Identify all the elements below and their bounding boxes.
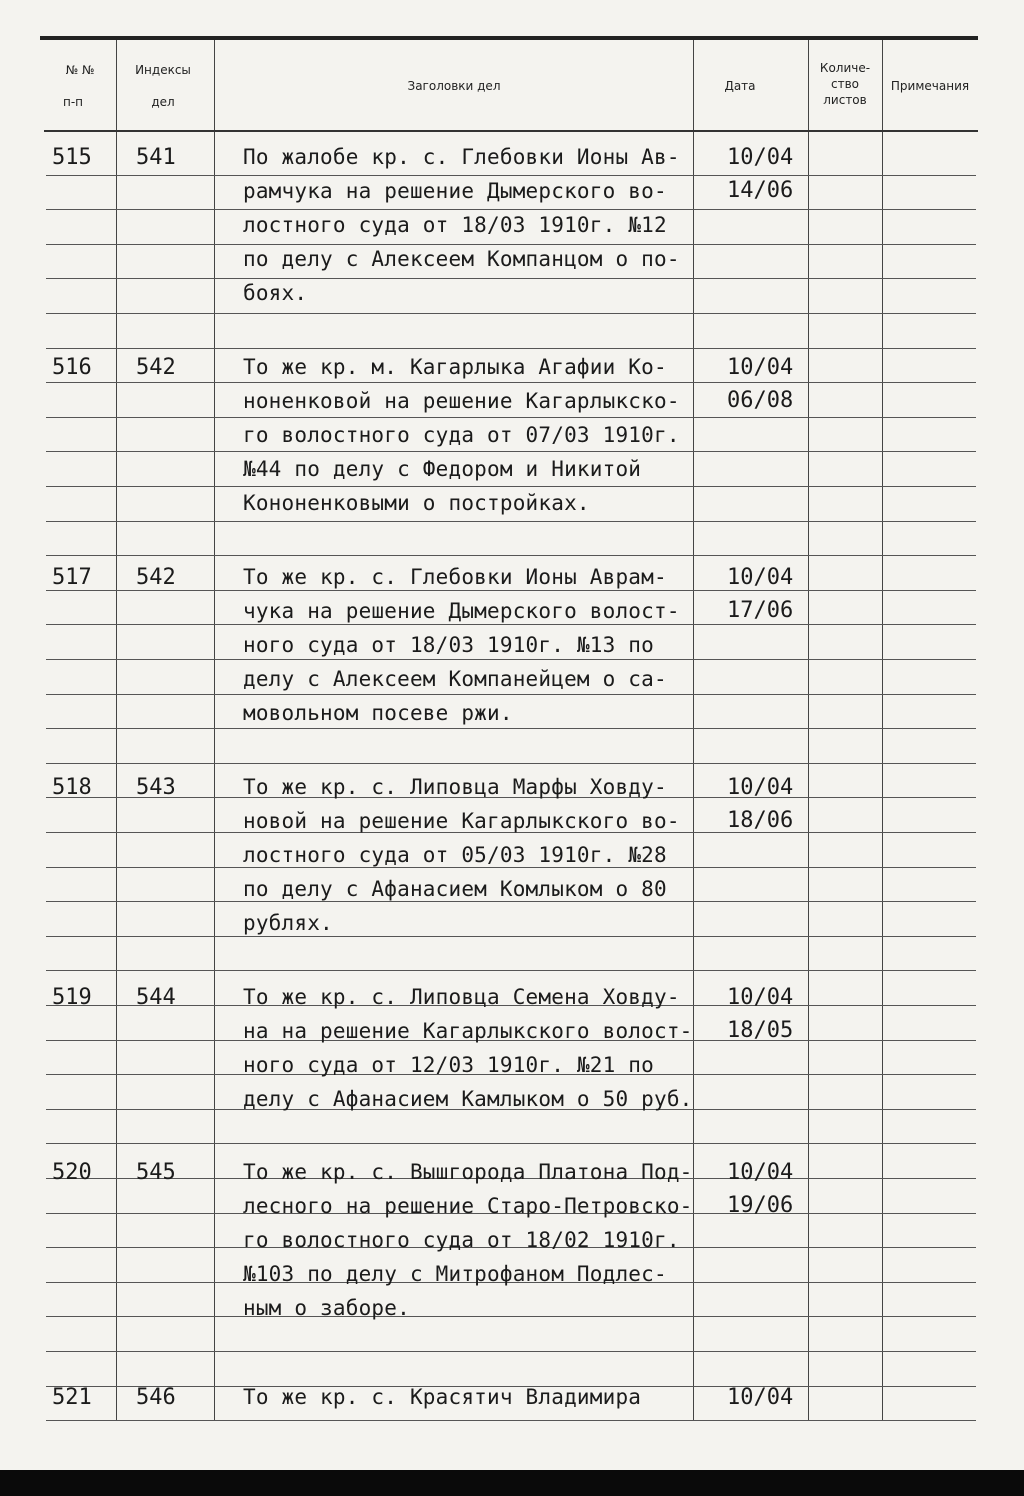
entry-title-line: лостного суда от 18/03 1910г. №12 [243,213,667,237]
entry-index: 544 [136,985,176,1010]
entry-date: 18/05 [727,1018,794,1043]
ruled-line [46,728,976,729]
ruled-line [46,175,976,176]
entry-title-line: №103 по делу с Митрофаном Подлес- [243,1262,667,1286]
entry-index: 542 [136,355,176,380]
ruled-line [46,348,976,349]
entry-title-line: То же кр. с. Красятич Владимира [243,1385,642,1409]
entry-title-line: То же кр. с. Липовца Семена Ховду- [243,985,680,1009]
entry-date: 17/06 [727,598,794,623]
ruled-line [46,763,976,764]
entry-title-line: по делу с Алексеем Компанцом о по- [243,247,680,271]
header-date: Дата [724,79,756,93]
entry-title-line: То же кр. м. Кагарлыка Агафии Ко- [243,355,667,379]
header-number-top: № № [65,63,95,77]
entry-date: 10/04 [727,145,794,170]
entry-title-line: рублях. [243,911,333,935]
entry-title-line: Кононенковыми о постройках. [243,491,590,515]
ruled-line [46,936,976,937]
entry-index: 542 [136,565,176,590]
entry-title-line: лесного на решение Старо-Петровско- [243,1194,693,1218]
entry-title-line: То же кр. с. Глебовки Ионы Аврам- [243,565,667,589]
entry-date: 19/06 [727,1193,794,1218]
entry-title-line: рамчука на решение Дымерского во- [243,179,667,203]
header-title: Заголовки дел [407,79,501,93]
top-rule [40,36,978,40]
ruled-line [46,313,976,314]
entry-title-line: №44 по делу с Федором и Никитой [243,457,642,481]
ruled-line [46,901,976,902]
entry-title-line: го волостного суда от 07/03 1910г. [243,423,680,447]
header-index-top: Индексы [135,63,191,77]
entry-title-line: По жалобе кр. с. Глебовки Ионы Ав- [243,145,680,169]
ruled-line [46,867,976,868]
ruled-line [46,244,976,245]
ruled-line [46,486,976,487]
entry-number: 520 [52,1160,92,1185]
entry-index: 543 [136,775,176,800]
ruled-line [46,555,976,556]
entry-number: 518 [52,775,92,800]
header-notes: Примечания [890,79,970,93]
entry-title-line: лостного суда от 05/03 1910г. №28 [243,843,667,867]
entry-number: 515 [52,145,92,170]
ruled-line [46,1351,976,1352]
entry-date: 14/06 [727,178,794,203]
ruled-line [46,590,976,591]
entry-number: 521 [52,1385,92,1410]
header-count-2: ство [830,77,859,91]
entry-title-line: делу с Алексеем Компанейцем о са- [243,667,667,691]
entry-title-line: на на решение Кагарлыкского волост- [243,1019,693,1043]
ruled-line [46,382,976,383]
entry-number: 517 [52,565,92,590]
header-rule [44,130,978,132]
entry-date: 10/04 [727,985,794,1010]
ruled-line [46,1420,976,1421]
entry-date: 18/06 [727,808,794,833]
ruled-line [46,1143,976,1144]
entry-date: 06/08 [727,388,794,413]
header-count-3: листов [823,93,867,107]
entry-title-line: ноненковой на решение Кагарлыкско- [243,389,680,413]
ruled-line [46,417,976,418]
scan-bottom-edge [0,1470,1024,1496]
entry-title-line: То же кр. с. Липовца Марфы Ховду- [243,775,667,799]
entry-title-line: ным о заборе. [243,1296,410,1320]
entry-title-line: го волостного суда от 18/02 1910г. [243,1228,680,1252]
entry-title-line: новой на решение Кагарлыкского во- [243,809,680,833]
ruled-line [46,694,976,695]
ruled-line [46,209,976,210]
entry-title-line: по делу с Афанасием Комлыком о 80 [243,877,667,901]
entry-index: 545 [136,1160,176,1185]
entry-index: 546 [136,1385,176,1410]
entry-date: 10/04 [727,775,794,800]
entry-title-line: мовольном посеве ржи. [243,701,513,725]
entry-date: 10/04 [727,1385,794,1410]
entry-title-line: ного суда от 18/03 1910г. №13 по [243,633,654,657]
entry-title-line: боях. [243,281,308,305]
entry-title-line: То же кр. с. Вышгорода Платона Под- [243,1160,693,1184]
ruled-line [46,451,976,452]
header-index-bottom: дел [151,95,175,109]
header-number-bottom: п-п [62,95,84,109]
entry-number: 516 [52,355,92,380]
entry-date: 10/04 [727,1160,794,1185]
entry-title-line: делу с Афанасием Камлыком о 50 руб. [243,1087,693,1111]
ruled-line [46,970,976,971]
ruled-line [46,659,976,660]
ruled-line [46,624,976,625]
entry-index: 541 [136,145,176,170]
header-count-1: Количе- [819,61,871,75]
entry-date: 10/04 [727,565,794,590]
ruled-line [46,278,976,279]
entry-number: 519 [52,985,92,1010]
entry-date: 10/04 [727,355,794,380]
entry-title-line: ного суда от 12/03 1910г. №21 по [243,1053,654,1077]
entry-title-line: чука на решение Дымерского волост- [243,599,680,623]
ruled-line [46,521,976,522]
ruled-line [46,1316,976,1317]
